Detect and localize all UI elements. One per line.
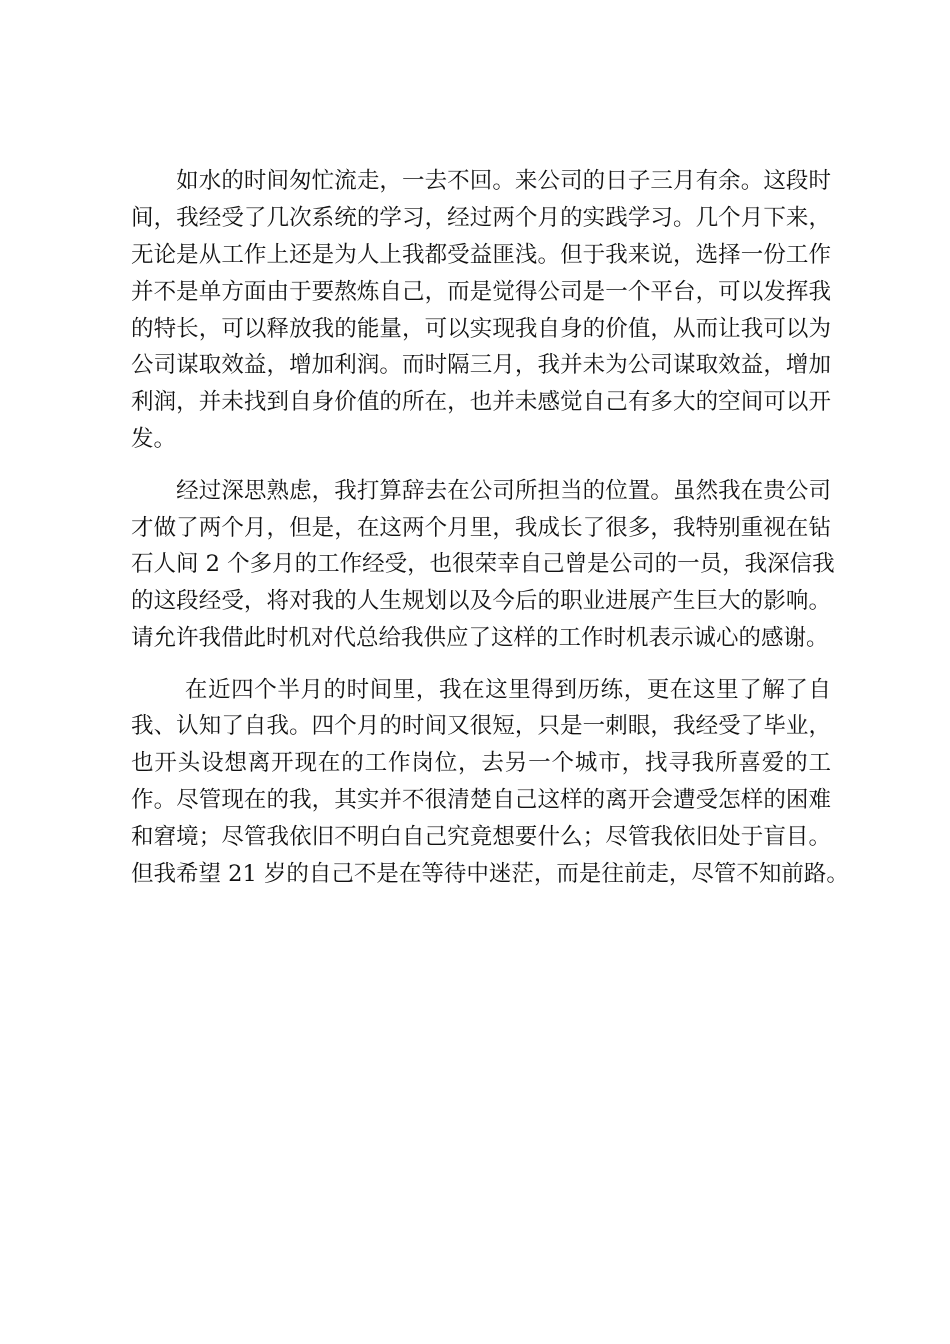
text-line: 作。尽管现在的我，其实并不很清楚自己这样的离开会遭受怎样的困难 — [131, 787, 831, 814]
text-line: 的特长，可以释放我的能量，可以实现我自身的价值，从而让我可以为 — [131, 315, 831, 342]
text-line: 和窘境；尽管我依旧不明白自己究竟想要什么；尽管我依旧处于盲目。 — [131, 824, 831, 851]
text-line: 在近四个半月的时间里，我在这里得到历练，更在这里了解了自 — [131, 676, 831, 703]
paragraph-2 — [131, 473, 835, 657]
text-line: 经过深思熟虑，我打算辞去在公司所担当的位置。虽然我在贵公司 — [131, 477, 831, 504]
paragraph-gap — [131, 657, 831, 672]
paragraph-1 — [131, 163, 831, 458]
text-line: 利润，并未找到自身价值的所在，也并未感觉自己有多大的空间可以开 — [131, 389, 831, 416]
text-line: 请允许我借此时机对代总给我供应了这样的工作时机表示诚心的感谢。 — [131, 625, 829, 652]
text-line: 的这段经受，将对我的人生规划以及今后的职业进展产生巨大的影响。 — [131, 588, 831, 615]
text-line: 如水的时间匆忙流走，一去不回。来公司的日子三月有余。这段时 — [131, 168, 831, 194]
text-line: 才做了两个月，但是，在这两个月里，我成长了很多，我特别重视在钻 — [131, 514, 831, 541]
paragraph-3 — [131, 672, 849, 893]
text-line: 发。 — [131, 426, 177, 453]
text-line: 我、认知了自我。四个月的时间又很短，只是一刺眼，我经受了毕业， — [131, 713, 831, 740]
text-line: 石人间 2 个多月的工作经受，也很荣幸自己曾是公司的一员，我深信我 — [131, 551, 835, 578]
text-line: 公司谋取效益，增加利润。而时隔三月，我并未为公司谋取效益，增加 — [131, 352, 831, 379]
paragraph-gap — [131, 458, 831, 473]
text-line: 但我希望 21 岁的自己不是在等待中迷茫，而是往前走，尽管不知前路。 — [131, 861, 849, 888]
text-line: 并不是单方面由于要熬炼自己，而是觉得公司是一个平台，可以发挥我 — [131, 278, 831, 305]
document-body — [131, 163, 849, 893]
text-line: 也开头设想离开现在的工作岗位，去另一个城市，找寻我所喜爱的工 — [131, 750, 831, 777]
text-line: 无论是从工作上还是为人上我都受益匪浅。但于我来说，选择一份工作 — [131, 241, 831, 268]
text-line: 间，我经受了几次系统的学习，经过两个月的实践学习。几个月下来， — [131, 204, 831, 231]
